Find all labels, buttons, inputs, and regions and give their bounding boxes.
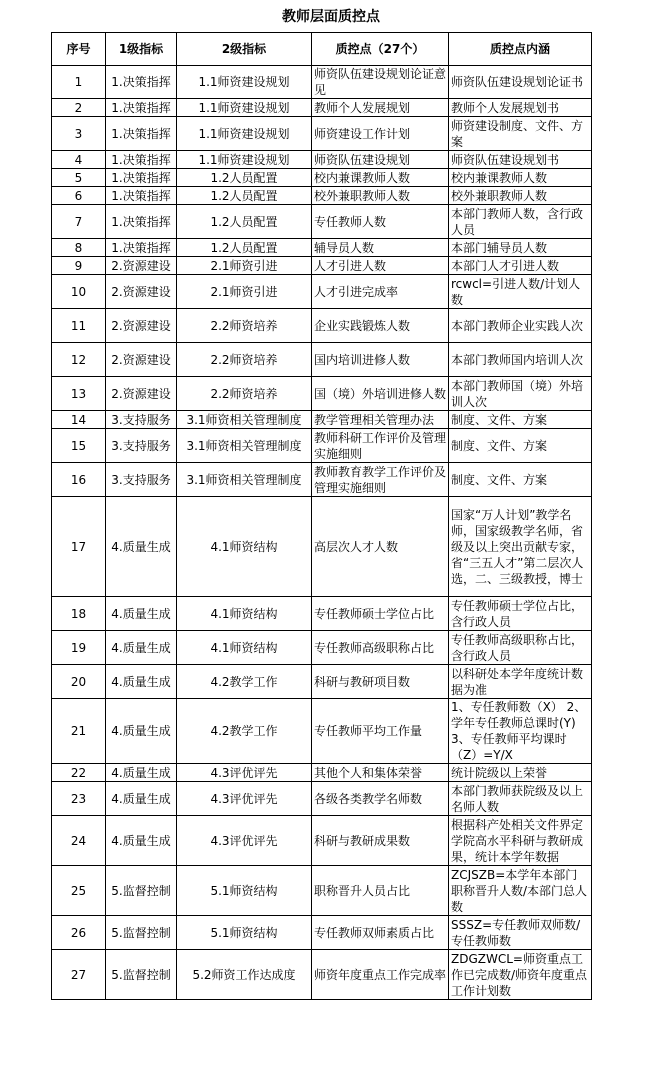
table-row	[52, 169, 592, 187]
cell-level2: 4.2教学工作	[177, 699, 312, 764]
table-row	[52, 275, 592, 309]
header-level1: 1级指标	[106, 33, 177, 66]
cell-control-point: 师资队伍建设规划	[312, 151, 449, 169]
cell-content: 本部门教师国内培训人次	[449, 343, 592, 377]
cell-level2: 4.3评优评先	[177, 816, 312, 866]
cell-level2: 4.3评优评先	[177, 764, 312, 782]
header-level2: 2级指标	[177, 33, 312, 66]
table-row	[52, 764, 592, 782]
table-row	[52, 205, 592, 239]
table-row	[52, 631, 592, 665]
cell-control-point: 专任教师人数	[312, 205, 449, 239]
cell-control-point: 人才引进完成率	[312, 275, 449, 309]
cell-control-point: 专任教师硕士学位占比	[312, 597, 449, 631]
cell-control-point: 教学管理相关管理办法	[312, 411, 449, 429]
cell-content: 师资建设制度、文件、方案	[449, 117, 592, 151]
cell-content: 根据科产处相关文件界定学院高水平科研与教研成果，统计本学年数据	[449, 816, 592, 866]
cell-content: 本部门教师人数，含行政人员	[449, 205, 592, 239]
table-row	[52, 343, 592, 377]
table-header-row	[52, 33, 592, 66]
cell-control-point: 校外兼职教师人数	[312, 187, 449, 205]
cell-level2: 1.2人员配置	[177, 187, 312, 205]
table-row	[52, 309, 592, 343]
cell-level1: 4.质量生成	[106, 764, 177, 782]
header-content: 质控点内涵	[449, 33, 592, 66]
cell-control-point: 教师个人发展规划	[312, 99, 449, 117]
cell-level1: 5.监督控制	[106, 950, 177, 1000]
cell-no: 22	[52, 764, 106, 782]
table-row	[52, 597, 592, 631]
cell-content: 校内兼课教师人数	[449, 169, 592, 187]
cell-no: 8	[52, 239, 106, 257]
cell-level1: 1.决策指挥	[106, 117, 177, 151]
cell-control-point: 辅导员人数	[312, 239, 449, 257]
cell-level2: 4.1师资结构	[177, 497, 312, 597]
table-row	[52, 239, 592, 257]
table-row	[52, 950, 592, 1000]
cell-level1: 1.决策指挥	[106, 169, 177, 187]
cell-control-point: 校内兼课教师人数	[312, 169, 449, 187]
cell-no: 5	[52, 169, 106, 187]
cell-control-point: 人才引进人数	[312, 257, 449, 275]
cell-level2: 4.1师资结构	[177, 631, 312, 665]
cell-control-point: 专任教师平均工作量	[312, 699, 449, 764]
cell-level1: 1.决策指挥	[106, 205, 177, 239]
cell-no: 9	[52, 257, 106, 275]
table-row	[52, 117, 592, 151]
cell-level2: 1.1师资建设规划	[177, 99, 312, 117]
cell-level1: 4.质量生成	[106, 782, 177, 816]
cell-level2: 5.2师资工作达成度	[177, 950, 312, 1000]
table-row	[52, 916, 592, 950]
cell-level2: 3.1师资相关管理制度	[177, 429, 312, 463]
cell-content: 教师个人发展规划书	[449, 99, 592, 117]
cell-content: 本部门教师企业实践人次	[449, 309, 592, 343]
cell-no: 12	[52, 343, 106, 377]
quality-control-table	[51, 32, 592, 1000]
cell-control-point: 高层次人才人数	[312, 497, 449, 597]
cell-level1: 4.质量生成	[106, 699, 177, 764]
table-row	[52, 377, 592, 411]
cell-no: 3	[52, 117, 106, 151]
cell-no: 6	[52, 187, 106, 205]
cell-no: 19	[52, 631, 106, 665]
cell-no: 1	[52, 66, 106, 99]
cell-level1: 1.决策指挥	[106, 187, 177, 205]
cell-level2: 3.1师资相关管理制度	[177, 411, 312, 429]
cell-content: 专任教师硕士学位占比，含行政人员	[449, 597, 592, 631]
cell-control-point: 专任教师双师素质占比	[312, 916, 449, 950]
table-row	[52, 699, 592, 764]
cell-level2: 1.1师资建设规划	[177, 117, 312, 151]
cell-control-point: 师资队伍建设规划论证意见	[312, 66, 449, 99]
cell-level1: 3.支持服务	[106, 411, 177, 429]
cell-level2: 2.2师资培养	[177, 309, 312, 343]
cell-content: 校外兼职教师人数	[449, 187, 592, 205]
cell-level1: 4.质量生成	[106, 816, 177, 866]
cell-content: 以科研处本学年度统计数据为准	[449, 665, 592, 699]
cell-content: 师资队伍建设规划书	[449, 151, 592, 169]
page-title: 教师层面质控点	[282, 9, 380, 25]
cell-no: 26	[52, 916, 106, 950]
cell-no: 7	[52, 205, 106, 239]
cell-no: 10	[52, 275, 106, 309]
cell-content: 国家“万人计划”教学名师，国家级教学名师，省级及以上突出贡献专家，省“三五人才”第二层次人选，二、三级教授，博士	[449, 497, 592, 597]
table-row	[52, 497, 592, 597]
table-row	[52, 429, 592, 463]
cell-control-point: 国（境）外培训进修人数	[312, 377, 449, 411]
cell-content: 专任教师高级职称占比，含行政人员	[449, 631, 592, 665]
cell-no: 18	[52, 597, 106, 631]
cell-control-point: 教师科研工作评价及管理实施细则	[312, 429, 449, 463]
cell-level2: 2.1师资引进	[177, 275, 312, 309]
header-control-point: 质控点（27个）	[312, 33, 449, 66]
cell-level2: 1.2人员配置	[177, 205, 312, 239]
table-row	[52, 816, 592, 866]
cell-no: 2	[52, 99, 106, 117]
cell-content: 1、专任教师数（X） 2、学年专任教师总课时(Y) 3、专任教师平均课时（Z）=Y/X	[449, 699, 592, 764]
cell-level1: 2.资源建设	[106, 309, 177, 343]
table-row	[52, 99, 592, 117]
cell-level2: 2.1师资引进	[177, 257, 312, 275]
cell-content: ZCJSZB=本学年本部门职称晋升人数/本部门总人数	[449, 866, 592, 916]
cell-level1: 1.决策指挥	[106, 151, 177, 169]
cell-content: 制度、文件、方案	[449, 411, 592, 429]
cell-control-point: 科研与教研项目数	[312, 665, 449, 699]
cell-content: 制度、文件、方案	[449, 463, 592, 497]
cell-content: ZDGZWCL=师资重点工作已完成数/师资年度重点工作计划数	[449, 950, 592, 1000]
cell-no: 15	[52, 429, 106, 463]
cell-level2: 3.1师资相关管理制度	[177, 463, 312, 497]
cell-level2: 5.1师资结构	[177, 866, 312, 916]
cell-level2: 2.2师资培养	[177, 377, 312, 411]
cell-level1: 4.质量生成	[106, 597, 177, 631]
cell-level1: 2.资源建设	[106, 275, 177, 309]
cell-level1: 4.质量生成	[106, 665, 177, 699]
cell-content: 统计院级以上荣誉	[449, 764, 592, 782]
table-row	[52, 665, 592, 699]
cell-content: 制度、文件、方案	[449, 429, 592, 463]
table-row	[52, 257, 592, 275]
cell-no: 16	[52, 463, 106, 497]
table-row	[52, 151, 592, 169]
cell-no: 17	[52, 497, 106, 597]
cell-control-point: 教师教育教学工作评价及管理实施细则	[312, 463, 449, 497]
cell-control-point: 其他个人和集体荣誉	[312, 764, 449, 782]
cell-no: 25	[52, 866, 106, 916]
cell-control-point: 师资建设工作计划	[312, 117, 449, 151]
cell-control-point: 国内培训进修人数	[312, 343, 449, 377]
cell-level2: 2.2师资培养	[177, 343, 312, 377]
cell-control-point: 职称晋升人员占比	[312, 866, 449, 916]
cell-level2: 4.1师资结构	[177, 597, 312, 631]
table-row	[52, 66, 592, 99]
table-row	[52, 866, 592, 916]
cell-level2: 4.3评优评先	[177, 782, 312, 816]
cell-level1: 2.资源建设	[106, 257, 177, 275]
table-row	[52, 411, 592, 429]
table-row	[52, 463, 592, 497]
cell-level1: 1.决策指挥	[106, 66, 177, 99]
cell-level2: 4.2教学工作	[177, 665, 312, 699]
cell-level1: 5.监督控制	[106, 866, 177, 916]
cell-content: 本部门辅导员人数	[449, 239, 592, 257]
cell-content: SSSZ=专任教师双师数/专任教师数	[449, 916, 592, 950]
cell-control-point: 企业实践锻炼人数	[312, 309, 449, 343]
cell-level1: 1.决策指挥	[106, 99, 177, 117]
cell-level2: 1.2人员配置	[177, 239, 312, 257]
cell-no: 13	[52, 377, 106, 411]
cell-level2: 1.1师资建设规划	[177, 66, 312, 99]
cell-content: rcwcl=引进人数/计划人数	[449, 275, 592, 309]
cell-control-point: 科研与教研成果数	[312, 816, 449, 866]
cell-no: 4	[52, 151, 106, 169]
cell-level2: 1.1师资建设规划	[177, 151, 312, 169]
cell-content: 本部门教师国（境）外培训人次	[449, 377, 592, 411]
cell-level1: 3.支持服务	[106, 429, 177, 463]
header-no: 序号	[52, 33, 106, 66]
cell-level2: 5.1师资结构	[177, 916, 312, 950]
cell-no: 27	[52, 950, 106, 1000]
cell-no: 14	[52, 411, 106, 429]
cell-level1: 2.资源建设	[106, 343, 177, 377]
table-row	[52, 782, 592, 816]
cell-level1: 2.资源建设	[106, 377, 177, 411]
cell-no: 24	[52, 816, 106, 866]
cell-level1: 5.监督控制	[106, 916, 177, 950]
cell-no: 11	[52, 309, 106, 343]
cell-level1: 4.质量生成	[106, 631, 177, 665]
cell-level1: 1.决策指挥	[106, 239, 177, 257]
cell-no: 20	[52, 665, 106, 699]
table-row	[52, 187, 592, 205]
cell-control-point: 师资年度重点工作完成率	[312, 950, 449, 1000]
cell-no: 23	[52, 782, 106, 816]
cell-no: 21	[52, 699, 106, 764]
cell-level1: 4.质量生成	[106, 497, 177, 597]
cell-content: 本部门教师获院级及以上名师人数	[449, 782, 592, 816]
cell-level1: 3.支持服务	[106, 463, 177, 497]
cell-content: 师资队伍建设规划论证书	[449, 66, 592, 99]
cell-content: 本部门人才引进人数	[449, 257, 592, 275]
cell-level2: 1.2人员配置	[177, 169, 312, 187]
cell-control-point: 专任教师高级职称占比	[312, 631, 449, 665]
cell-control-point: 各级各类教学名师数	[312, 782, 449, 816]
